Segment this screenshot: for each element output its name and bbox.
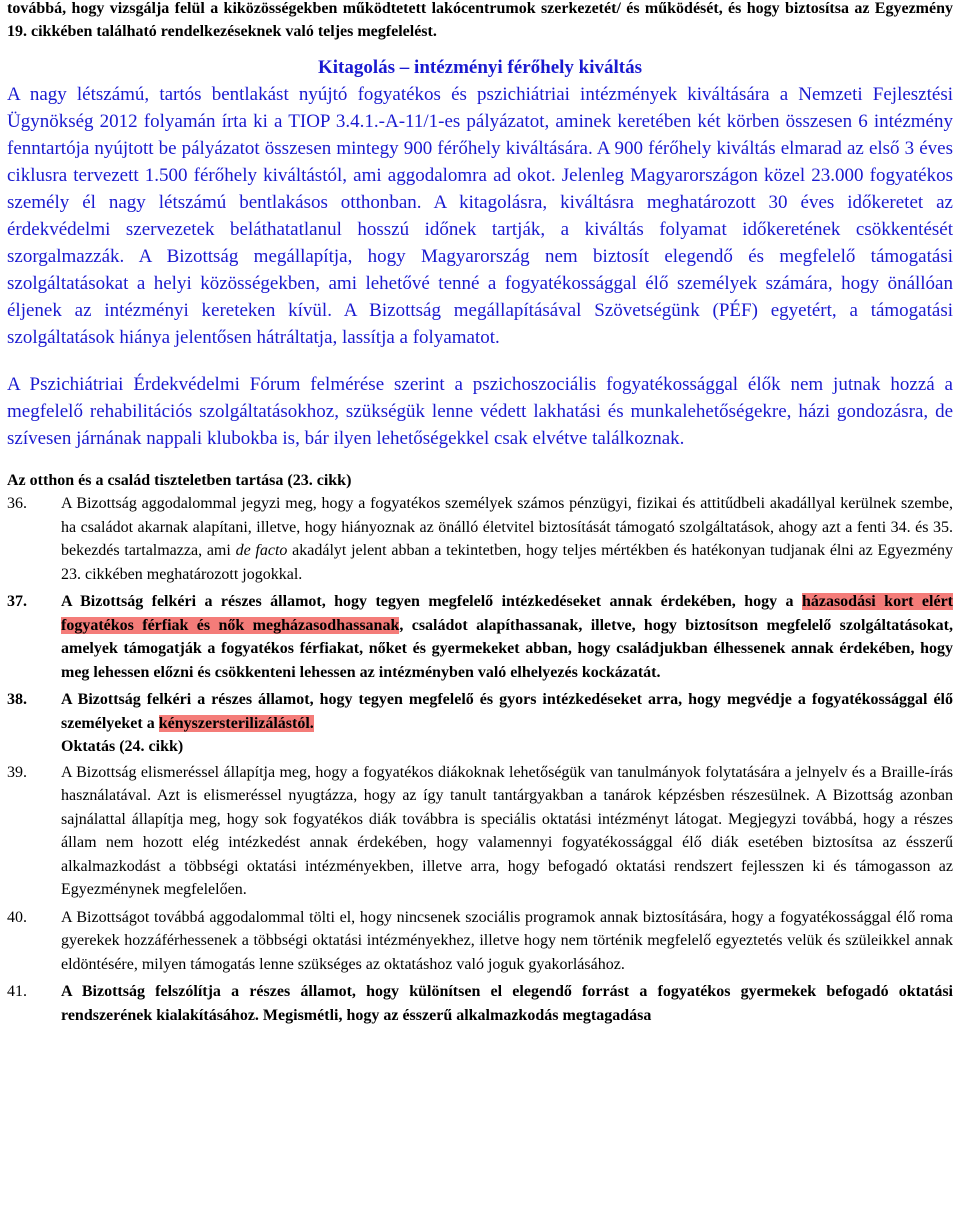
item-number: 41.: [7, 983, 27, 1000]
item-text: A Bizottság elismeréssel állapítja meg, hogy a fogyatékos diákoknak lehetőségük van tanulmányok folytatására a jelnyelv és a Braille-írás használatával. Azt is elismeréssel nyugtázza, hogy az így tanult tantárgyakban a tanárok képzésben részesülnek. A Bizottság azonban sajnálattal állapítja meg, hogy sok fogyatékos diák továbbra is speciális oktatási intézményt látogat. Megjegyzi továbbá, hogy a részes állam nem hozott elég intézkedést annak érdekében, hogy valamennyi fogyatékossággal élő diák esetében biztosítsa az ésszerű alkalmazkodást a többségi oktatási intézményekben, illetve arra, hogy befogadó oktatási rendszert fejlesszen ki és támogasson az Egyezménynek megfelelően.: [61, 763, 953, 898]
item-number: 39.: [7, 763, 27, 781]
list-item: [7, 906, 953, 977]
subsection-heading: Oktatás (24. cikk): [61, 738, 184, 755]
list-item: [7, 590, 953, 684]
italic-term: de facto: [235, 542, 288, 559]
list-item: [7, 688, 953, 759]
item-text: A Bizottság felkéri a részes államot, hogy tegyen megfelelő intézkedéseket annak érdekében, hogy a házasodási kort elért fogyatékos férfiak és nők megházasodhassanak, családot alapíthassanak, illetve, hogy biztosítson megfelelő szolgáltatásokat, amelyek támogatják a fogyatékos férfiakat, nőket és gyermekeket abban, hogy családjukban élhessenek annak érdekében, hogy meg lehessen előzni és csökkenteni lehessen az intézményben való elhelyezés kockázatát.: [61, 593, 954, 681]
item-number: 40.: [7, 908, 27, 926]
intro-paragraph: továbbá, hogy vizsgálja felül a kiközösségekben működtetett lakócentrumok szerkezetét/ és működését, és hogy biztosítsa az Egyezmény 19. cikkében található rendelkezéseknek való teljes megfelelést.: [7, 0, 953, 40]
list-item: [7, 980, 953, 1027]
item-text: A Bizottság aggodalommal jegyzi meg, hogy a fogyatékos személyek számos pénzügyi, fizikai és attitűdbeli akadállyal kerülnek szembe, ha családot akarnak alapítani, illetve, hogy hiányoznak az önálló életvitel biztosítását támogató szolgáltatások, ahogy azt a fenti 34. és 35. bekezdés tartalmazza, ami de facto akadályt jelent abban a tekintetben, hogy teljes mértékben és hatékonyan tudjanak élni az Egyezmény 23. cikkében meghatározott jogokkal.: [61, 495, 954, 583]
item-number: 37.: [7, 593, 27, 610]
item-text: A Bizottság felszólítja a részes államot, hogy különítsen el elegendő forrást a fogyatékos gyermekek befogadó oktatási rendszerének kialakításához. Megismétli, hogy az ésszerű alkalmazkodás megtagadása: [61, 983, 953, 1024]
list-item: [7, 492, 953, 586]
item-text: A Bizottságot továbbá aggodalommal tölti el, hogy nincsenek szociális programok annak biztosítására, hogy a fogyatékossággal élő roma gyerekek hozzáférhessenek a többségi oktatási intézményekhez, illetve hogy nem történik megfelelő egyeztetés velük és szüleikkel annak eldöntésére, milyen támogatás lenne szükséges az oktatáshoz való joguk gyakorlásához.: [61, 908, 953, 973]
item-text: A Bizottság felkéri a részes államot, hogy tegyen megfelelő és gyors intézkedéseket arra, hogy megvédje a fogyatékossággal élő személyeket a kényszersterilizálástól. Oktatás (24. cikk): [61, 691, 953, 755]
item-number: 38.: [7, 691, 27, 708]
list-item: [7, 761, 953, 902]
section-heading: Az otthon és a család tiszteletben tartása (23. cikk): [7, 472, 352, 489]
highlighted-text: házasodási kort elért fogyatékos férfiak és nők megházasodhassanak: [61, 593, 954, 634]
section-title: Kitagolás – intézményi férőhely kiváltás: [317, 57, 643, 78]
section1-paragraph: A nagy létszámú, tartós bentlakást nyújtó fogyatékos és pszichiátriai intézmények kiváltására a Nemzeti Fejlesztési Ügynökség 2012 folyamán írta ki a TIOP 3.4.1.-A-11/1-es pályázatot, aminek keretében két körben összesen 6 intézmény fenntartója nyújtott be pályázatot összesen mintegy 900 férőhely kiváltására. A 900 férőhely kiváltás elmarad az első 3 éves ciklusra tervezett 1.500 férőhely kiváltástól, ami aggodalomra ad okot. Jelenleg Magyarországon közel 23.000 fogyatékos személy él nagy létszámú bentlakásos otthonban. A kitagolásra, kiváltásra meghatározott 30 éves időkeretet az érdekvédelmi szervezetek beláthatatlanul hosszú időnek tartják, a kiváltás folyamat időkeretének csökkentését szorgalmazzák. A Bizottság megállapítja, hogy Magyarország nem biztosít elegendő és megfelelő támogatási szolgáltatásokat a helyi közösségekben, ami lehetővé tenné a fogyatékossággal élő személyek számára, hogy önállóan éljenek az intézményi kereteken kívül. A Bizottság megállapításával Szövetségünk (PÉF) egyetért, a támogatási szolgáltatások hiánya jelentősen hátráltatja, lassítja a folyamatot.: [7, 84, 953, 348]
highlighted-text: kényszersterilizálástól.: [158, 714, 314, 732]
section2-paragraph: A Pszichiátriai Érdekvédelmi Fórum felmérése szerint a pszichoszociális fogyatékossággal élők nem jutnak hozzá a megfelelő rehabilitációs szolgáltatásokhoz, szükségük lenne védett lakhatási és munkalehetőségekre, házi gondozásra, de szívesen járnának nappali klubokba is, bár ilyen lehetőségekkel csak elvétve találkoznak.: [7, 374, 953, 449]
item-number: 36.: [7, 495, 27, 512]
